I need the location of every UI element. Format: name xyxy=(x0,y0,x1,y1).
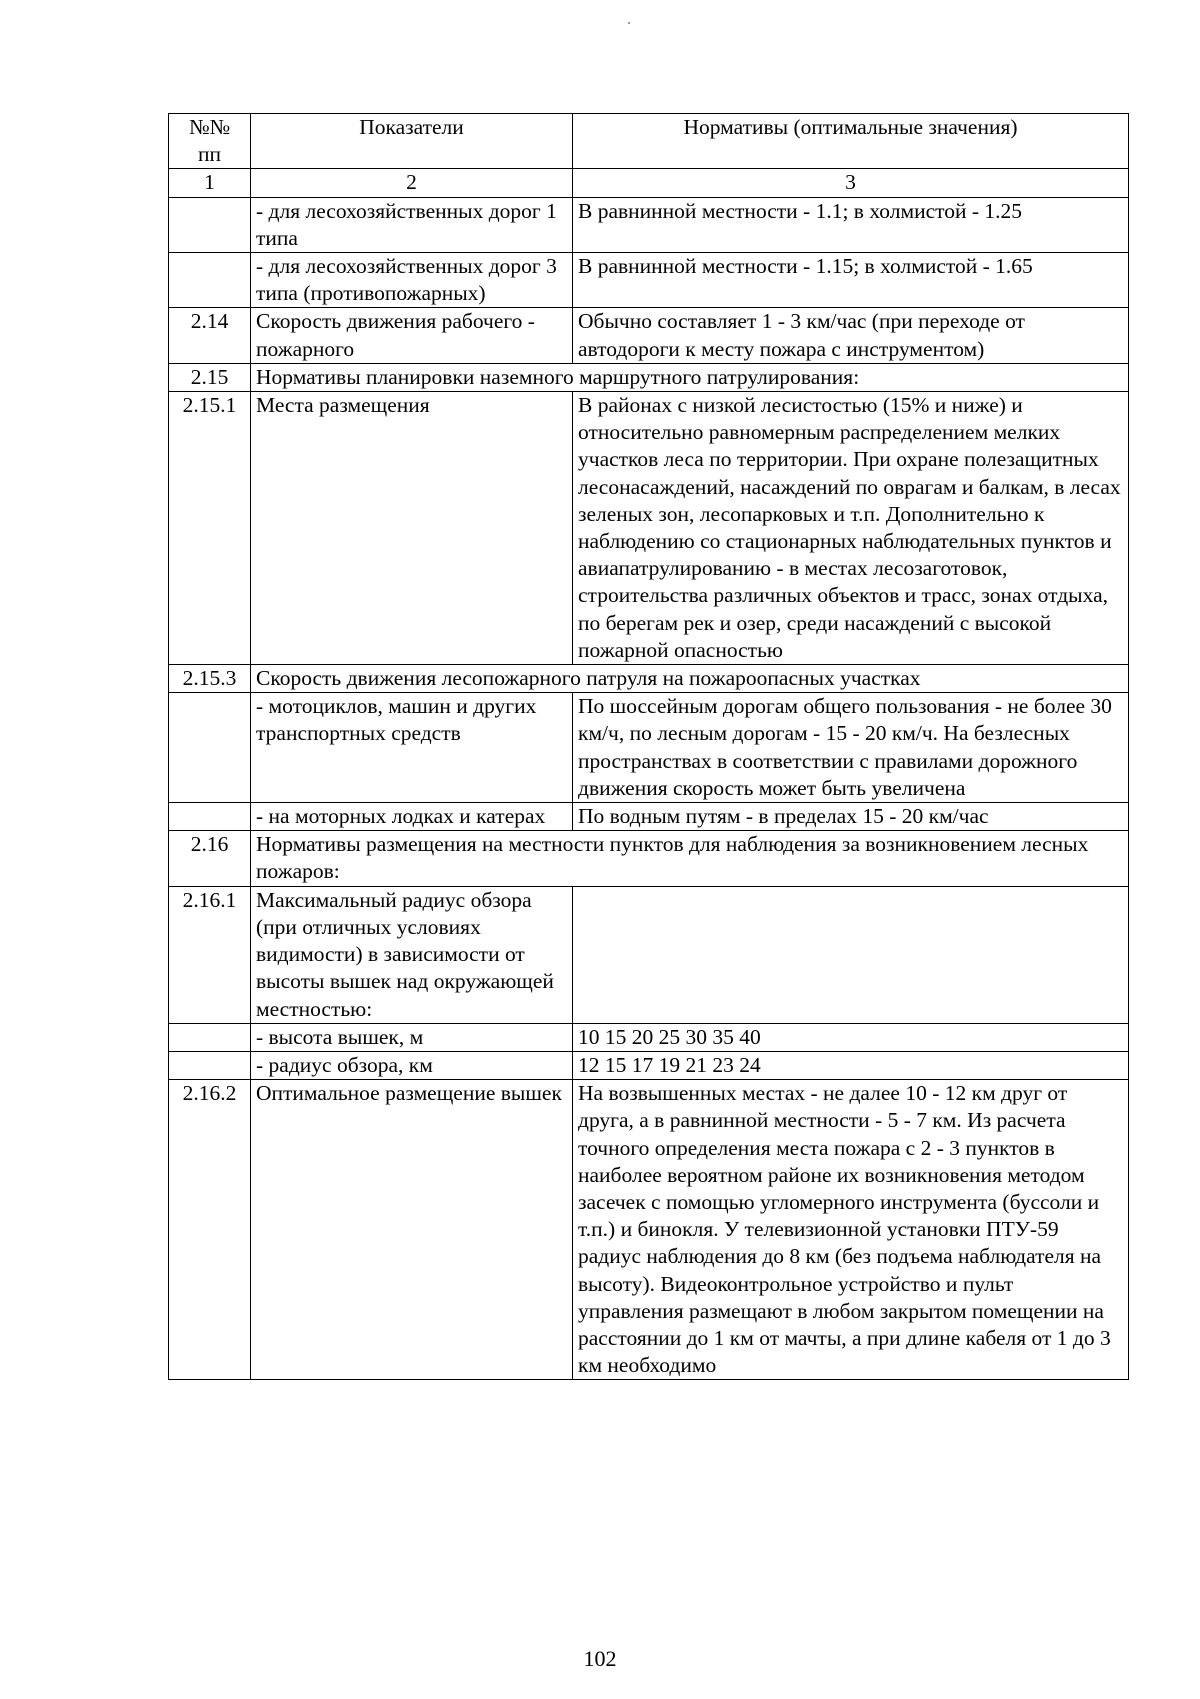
row-num xyxy=(169,803,251,831)
row-num: 2.15.1 xyxy=(169,392,251,665)
header-num-line1: №№ xyxy=(188,115,231,139)
row-norm xyxy=(573,886,1129,1023)
row-norm: По шоссейным дорогам общего пользования - не более 30 км/ч, по лесным дорогам - 15 - 20 км/ч. На безлесных пространствах в соответствии с правилами дорожного движения скорость может быть увеличена xyxy=(573,693,1129,803)
section-title: Нормативы размещения на местности пунктов для наблюдения за возникновением лесных пожаров: xyxy=(251,831,1129,886)
header-indicator: Показатели xyxy=(251,114,573,169)
row-num: 2.16.1 xyxy=(169,886,251,1023)
row-norm: В равнинной местности - 1.1; в холмистой - 1.25 xyxy=(573,197,1129,252)
row-indicator: - на моторных лодках и катерах xyxy=(251,803,573,831)
row-indicator: Скорость движения рабочего - пожарного xyxy=(251,308,573,363)
row-norm: Обычно составляет 1 - 3 км/час (при переходе от автодороги к месту пожара с инструментом) xyxy=(573,308,1129,363)
table-row xyxy=(169,197,1129,252)
section-row xyxy=(169,363,1129,391)
row-indicator: Максимальный радиус обзора (при отличных условиях видимости) в зависимости от высоты вышек над окружающей местностью: xyxy=(251,886,573,1023)
row-num xyxy=(169,197,251,252)
page-number: 102 xyxy=(583,1646,617,1671)
table-row xyxy=(169,308,1129,363)
header-num-line2: пп xyxy=(197,142,221,167)
column-index: 3 xyxy=(573,169,1129,197)
row-norm: В районах с низкой лесистостью (15% и ниже) и относительно равномерным распределением мелких участков леса по территории. При охране полезащитных лесонасаждений, насаждений по оврагам и балкам, в лесах зеленых зон, лесопарковых и т.п. Дополнительно к наблюдению со стационарных наблюдательных пунктов и авиапатрулированию - в местах лесозаготовок, строительства различных объектов и трасс, зонах отдыха, по берегам рек и озер, среди насаждений с высокой пожарной опасностью xyxy=(573,392,1129,665)
table-row xyxy=(169,1080,1129,1380)
row-norm: 12 15 17 19 21 23 24 xyxy=(573,1051,1129,1079)
row-norm: 10 15 20 25 30 35 40 xyxy=(573,1023,1129,1051)
row-num: 2.15 xyxy=(169,363,251,391)
section-row xyxy=(169,665,1129,693)
row-num xyxy=(169,693,251,803)
row-norm: На возвышенных местах - не далее 10 - 12 км друг от друга, а в равнинной местности - 5 - 7 км. Из расчета точного определения места пожара с 2 - 3 пунктов в наиболее вероятном районе их возникновения методом засечек с помощью угломерного инструмента (буссоли и т.п.) и бинокля. У телевизионной установки ПТУ-59 радиус наблюдения до 8 км (без подъема наблюдателя на высоту). Видеоконтрольное устройство и пульт управления размещают в любом закрытом помещении на расстоянии до 1 км от мачты, а при длине кабеля от 1 до 3 км необходимо xyxy=(573,1080,1129,1380)
row-num: 2.14 xyxy=(169,308,251,363)
row-indicator: - мотоциклов, машин и других транспортных средств xyxy=(251,693,573,803)
row-num xyxy=(169,1051,251,1079)
row-indicator: - для лесохозяйственных дорог 1 типа xyxy=(251,197,573,252)
row-indicator: - радиус обзора, км xyxy=(251,1051,573,1079)
row-norm: По водным путям - в пределах 15 - 20 км/час xyxy=(573,803,1129,831)
row-indicator: Места размещения xyxy=(251,392,573,665)
table-row xyxy=(169,803,1129,831)
norms-table xyxy=(168,113,1129,1380)
table-row xyxy=(169,886,1129,1023)
section-row xyxy=(169,831,1129,886)
row-indicator: - для лесохозяйственных дорог 3 типа (противопожарных) xyxy=(251,253,573,308)
row-indicator: Оптимальное размещение вышек xyxy=(251,1080,573,1380)
table-row xyxy=(169,693,1129,803)
column-index-row xyxy=(169,169,1129,197)
row-num: 2.16 xyxy=(169,831,251,886)
row-num: 2.15.3 xyxy=(169,665,251,693)
table-row xyxy=(169,1051,1129,1079)
table-row xyxy=(169,253,1129,308)
row-num xyxy=(169,253,251,308)
row-norm: В равнинной местности - 1.15; в холмистой - 1.65 xyxy=(573,253,1129,308)
row-indicator: - высота вышек, м xyxy=(251,1023,573,1051)
section-title: Скорость движения лесопожарного патруля на пожароопасных участках xyxy=(251,665,1129,693)
header-num xyxy=(169,114,251,169)
row-num xyxy=(169,1023,251,1051)
column-index: 1 xyxy=(169,169,251,197)
column-index: 2 xyxy=(251,169,573,197)
header-norm: Нормативы (оптимальные значения) xyxy=(573,114,1129,169)
scan-speck xyxy=(628,22,630,24)
table-row xyxy=(169,1023,1129,1051)
table-header-row xyxy=(169,114,1129,169)
section-title: Нормативы планировки наземного маршрутного патрулирования: xyxy=(251,363,1129,391)
row-num: 2.16.2 xyxy=(169,1080,251,1380)
table-row xyxy=(169,392,1129,665)
